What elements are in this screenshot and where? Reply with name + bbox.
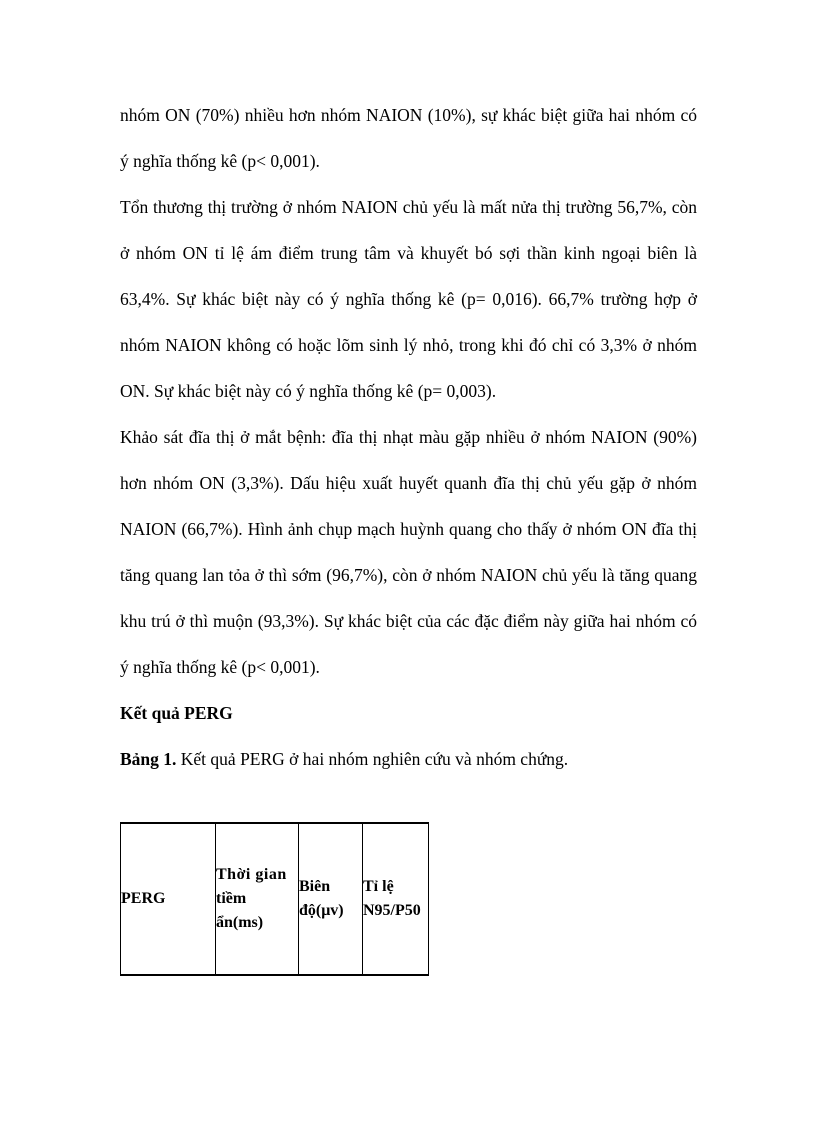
document-page bbox=[120, 92, 697, 782]
table-caption bbox=[120, 736, 697, 782]
header-latency-line1: Thời gian bbox=[216, 866, 287, 883]
header-latency-line3: ẩn(ms) bbox=[216, 914, 264, 931]
paragraph-2: Tổn thương thị trường ở nhóm NAION chủ yếu là mất nửa thị trường 56,7%, còn ở nhóm ON tỉ lệ ám điểm trung tâm và khuyết bó sợi thần kinh ngoại biên là 63,4%. Sự khác biệt này có ý nghĩa thống kê (p= 0,016). 66,7% trường hợp ở nhóm NAION không có hoặc lõm sinh lý nhỏ, trong khi đó chỉ có 3,3% ở nhóm ON. Sự khác biệt này có ý nghĩa thống kê (p= 0,003). bbox=[120, 197, 697, 401]
header-amplitude bbox=[299, 823, 363, 975]
header-perg-label: PERG bbox=[121, 890, 166, 907]
header-ratio bbox=[363, 823, 429, 975]
header-amplitude-line1: Biên bbox=[299, 878, 331, 895]
paragraph-3: Khảo sát đĩa thị ở mắt bệnh: đĩa thị nhạt màu gặp nhiều ở nhóm NAION (90%) hơn nhóm ON (3,3%). Dấu hiệu xuất huyết quanh đĩa thị chủ yếu gặp ở nhóm NAION (66,7%). Hình ảnh chụp mạch huỳnh quang cho thấy ở nhóm ON đĩa thị tăng quang lan tỏa ở thì sớm (96,7%), còn ở nhóm NAION chủ yếu là tăng quang khu trú ở thì muộn (93,3%). Sự khác biệt của các đặc điểm này giữa hai nhóm có ý nghĩa thống kê (p< 0,001). bbox=[120, 427, 697, 677]
perg-table bbox=[120, 822, 429, 976]
header-ratio-line2: N95/P50 bbox=[363, 902, 421, 919]
header-latency bbox=[216, 823, 299, 975]
section-heading: Kết quả PERG bbox=[120, 703, 233, 723]
header-perg bbox=[121, 823, 216, 975]
table-caption-label: Bảng 1. bbox=[120, 749, 177, 769]
header-latency-line2: tiềm bbox=[216, 890, 247, 907]
header-ratio-line1: Tỉ lệ bbox=[363, 878, 394, 895]
paragraph-1: nhóm ON (70%) nhiều hơn nhóm NAION (10%), sự khác biệt giữa hai nhóm có ý nghĩa thống kê (p< 0,001). bbox=[120, 105, 697, 171]
table-caption-text: Kết quả PERG ở hai nhóm nghiên cứu và nhóm chứng. bbox=[176, 749, 569, 769]
header-amplitude-line2: độ(μv) bbox=[299, 902, 344, 919]
table-header-row bbox=[121, 823, 429, 975]
